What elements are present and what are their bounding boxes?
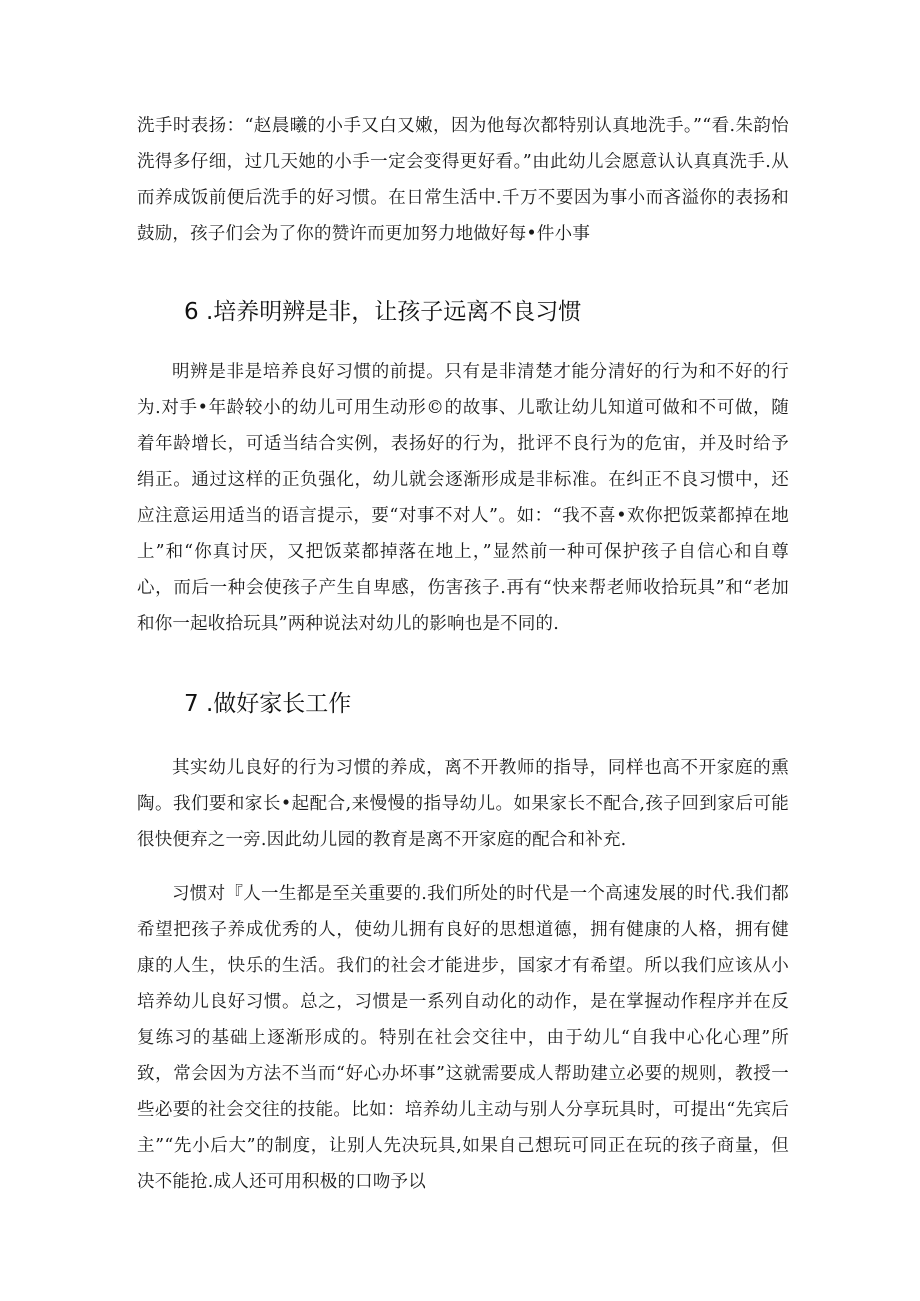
section-heading-6: 6 .培养明辨是非，让孩子远离不良习惯 [184, 299, 582, 325]
paragraph-handwashing-praise: 洗手时表扬：“赵晨曦的小手又白又嫩，因为他每次都特别认真地洗手。”“看.朱韵怡洗得多仔细，过几天她的小手一定会变得更好看。”由此幼儿会愿意认认真真洗手.从而养成饭前便后洗手的好习惯。在日常生活中.千万不要因为事小而吝溢你的表扬和鼓励，孩子们会为了你的赞许而更加努力地做好每•件小事 [137, 116, 789, 244]
section-heading-7: 7 .做好家长工作 [184, 691, 352, 717]
paragraph-right-wrong: 明辨是非是培养良好习惯的前提。只有是非清楚才能分清好的行为和不好的行为.对手•年龄较小的幼儿可用生动形©的故事、儿歌让幼儿知道可做和不可做，随着年龄增长，可适当结合实例，表扬好的行为，批评不良行为的危宙，并及时给予绢正。通过这样的正负强化，幼儿就会逐渐形成是非标准。在纠正不良习惯中，还应注意运用适当的语言提示，要“对事不对人”。如：“我不喜•欢你把饭菜都掉在地上”和“你真讨厌，又把饭菜都掉落在地上，”显然前一种可保护孩子自信心和自尊心，而后一种会使孩子产生自卑感，伤害孩子.再有“快来帮老师收拾玩具”和“老加和你一起收拾玩具”两种说法对幼儿的影响也是不同的. [137, 362, 789, 634]
paragraph-parent-work: 其实幼儿良好的行为习惯的养成，离不开教师的指导，同样也高不开家庭的熏陶。我们要和家长•起配合,来慢慢的指导幼儿。如果家长不配合,孩子回到家后可能很快便弃之一旁.因此幼儿园的教育是离不开家庭的配合和补充. [137, 758, 789, 850]
paragraph-habit-importance: 习惯对『人一生都是至关重要的.我们所处的时代是一个高速发展的时代.我们都希望把孩子养成优秀的人，使幼儿拥有良好的思想道德，拥有健康的人格，拥有健康的人生，快乐的生活。我们的社会才能进步，国家才有希望。所以我们应该从小培养幼儿良好习惯。总之，习惯是一系列自动化的动作，是在掌握动作程序并在反复练习的基础上逐渐形成的。特别在社会交往中，由于幼儿“自我中心化心理”所致，常会因为方法不当而“好心办坏事”这就需要成人帮助建立必要的规则，教授一些必要的社会交往的技能。比如：培养幼儿主动与别人分享玩具时，可提出“先宾后主”“先小后大”的制度，让别人先决玩具,如果自己想玩可同正在玩的孩子商量，但决不能抢.成人还可用积极的口吻予以 [137, 884, 789, 1192]
